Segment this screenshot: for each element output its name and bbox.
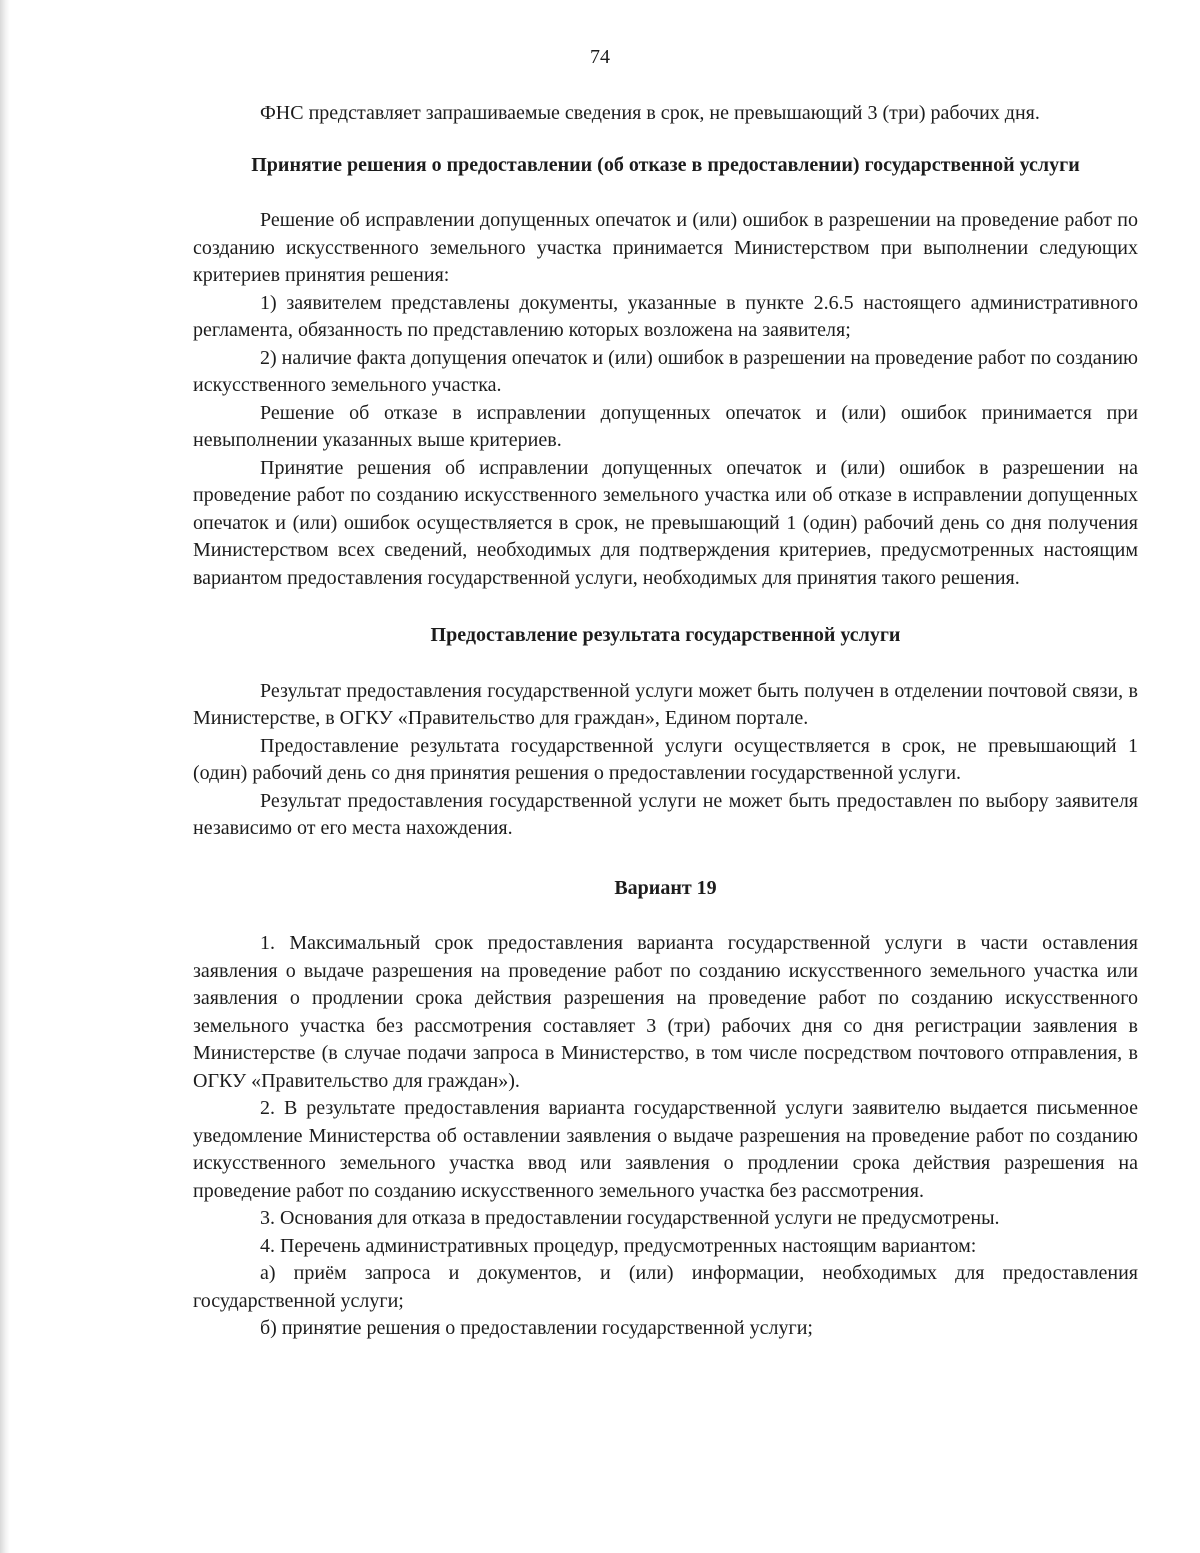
page-number: 74 <box>590 46 610 68</box>
document-body <box>193 100 1138 1343</box>
intro-paragraph: ФНС представляет запрашиваемые сведения в срок, не превышающий 3 (три) рабочих дня. <box>260 102 1040 124</box>
paragraph: 2. В результате предоставления варианта государственной услуги заявителю выдается письменное уведомление Министерства об оставлении заявления о выдаче разрешения на проведение работ по созданию искусственного земельного участка ввод или заявления о продлении срока действия разрешения на проведение работ по созданию искусственного земельного участка без рассмотрения. <box>193 1097 1138 1202</box>
paragraph: 1. Максимальный срок предоставления варианта государственной услуги в части оставления заявления о выдаче разрешения на проведение работ по созданию искусственного земельного участка или заявления о продлении срока действия разрешения на проведение работ по созданию искусственного земельного участка без рассмотрения составляет 3 (три) рабочих дня со дня регистрации заявления в Министерстве (в случае подачи запроса в Министерство, в том числе посредством почтового отправления, в ОГКУ «Правительство для граждан»). <box>193 932 1138 1092</box>
paragraph: Принятие решения об исправлении допущенных опечаток и (или) ошибок в разрешении на проведение работ по созданию искусственного земельного участка или об отказе в исправлении допущенных опечаток и (или) ошибок осуществляется в срок, не превышающий 1 (один) рабочий день со дня получения Министерством всех сведений, необходимых для подтверждения критериев, предусмотренных настоящим вариантом предоставления государственной услуги, необходимых для принятия такого решения. <box>193 456 1138 589</box>
paragraph: Предоставление результата государственной услуги осуществляется в срок, не превышающий 1 (один) рабочий день со дня принятия решения о предоставлении государственной услуги. <box>193 734 1138 784</box>
section-heading-decision: Принятие решения о предоставлении (об отказе в предоставлении) государственной услуги <box>251 153 1080 176</box>
paragraph: б) принятие решения о предоставлении государственной услуги; <box>260 1317 813 1339</box>
paragraph: а) приём запроса и документов, и (или) информации, необходимых для предоставления государственной услуги; <box>193 1262 1138 1312</box>
paragraph: 1) заявителем представлены документы, указанные в пункте 2.6.5 настоящего административного регламента, обязанность по представлению которых возложена на заявителя; <box>193 291 1138 341</box>
scan-edge-shadow <box>0 0 10 1553</box>
paragraph: Результат предоставления государственной услуги может быть получен в отделении почтовой связи, в Министерстве, в ОГКУ «Правительство для граждан», Едином портале. <box>193 679 1138 729</box>
paragraph: 3. Основания для отказа в предоставлении государственной услуги не предусмотрены. <box>260 1207 1000 1229</box>
paragraph: 2) наличие факта допущения опечаток и (или) ошибок в разрешении на проведение работ по созданию искусственного земельного участка. <box>193 346 1138 396</box>
paragraph: Решение об исправлении допущенных опечаток и (или) ошибок в разрешении на проведение работ по созданию искусственного земельного участка принимается Министерством при выполнении следующих критериев принятия решения: <box>193 209 1138 286</box>
section-heading-result: Предоставление результата государственной услуги <box>430 624 901 646</box>
paragraph: Решение об отказе в исправлении допущенных опечаток и (или) ошибок принимается при невыполнении указанных выше критериев. <box>193 401 1138 451</box>
paragraph: Результат предоставления государственной услуги не может быть предоставлен по выбору заявителя независимо от его места нахождения. <box>193 789 1138 839</box>
section-heading-variant: Вариант 19 <box>614 876 717 899</box>
paragraph: 4. Перечень административных процедур, предусмотренных настоящим вариантом: <box>260 1234 977 1257</box>
